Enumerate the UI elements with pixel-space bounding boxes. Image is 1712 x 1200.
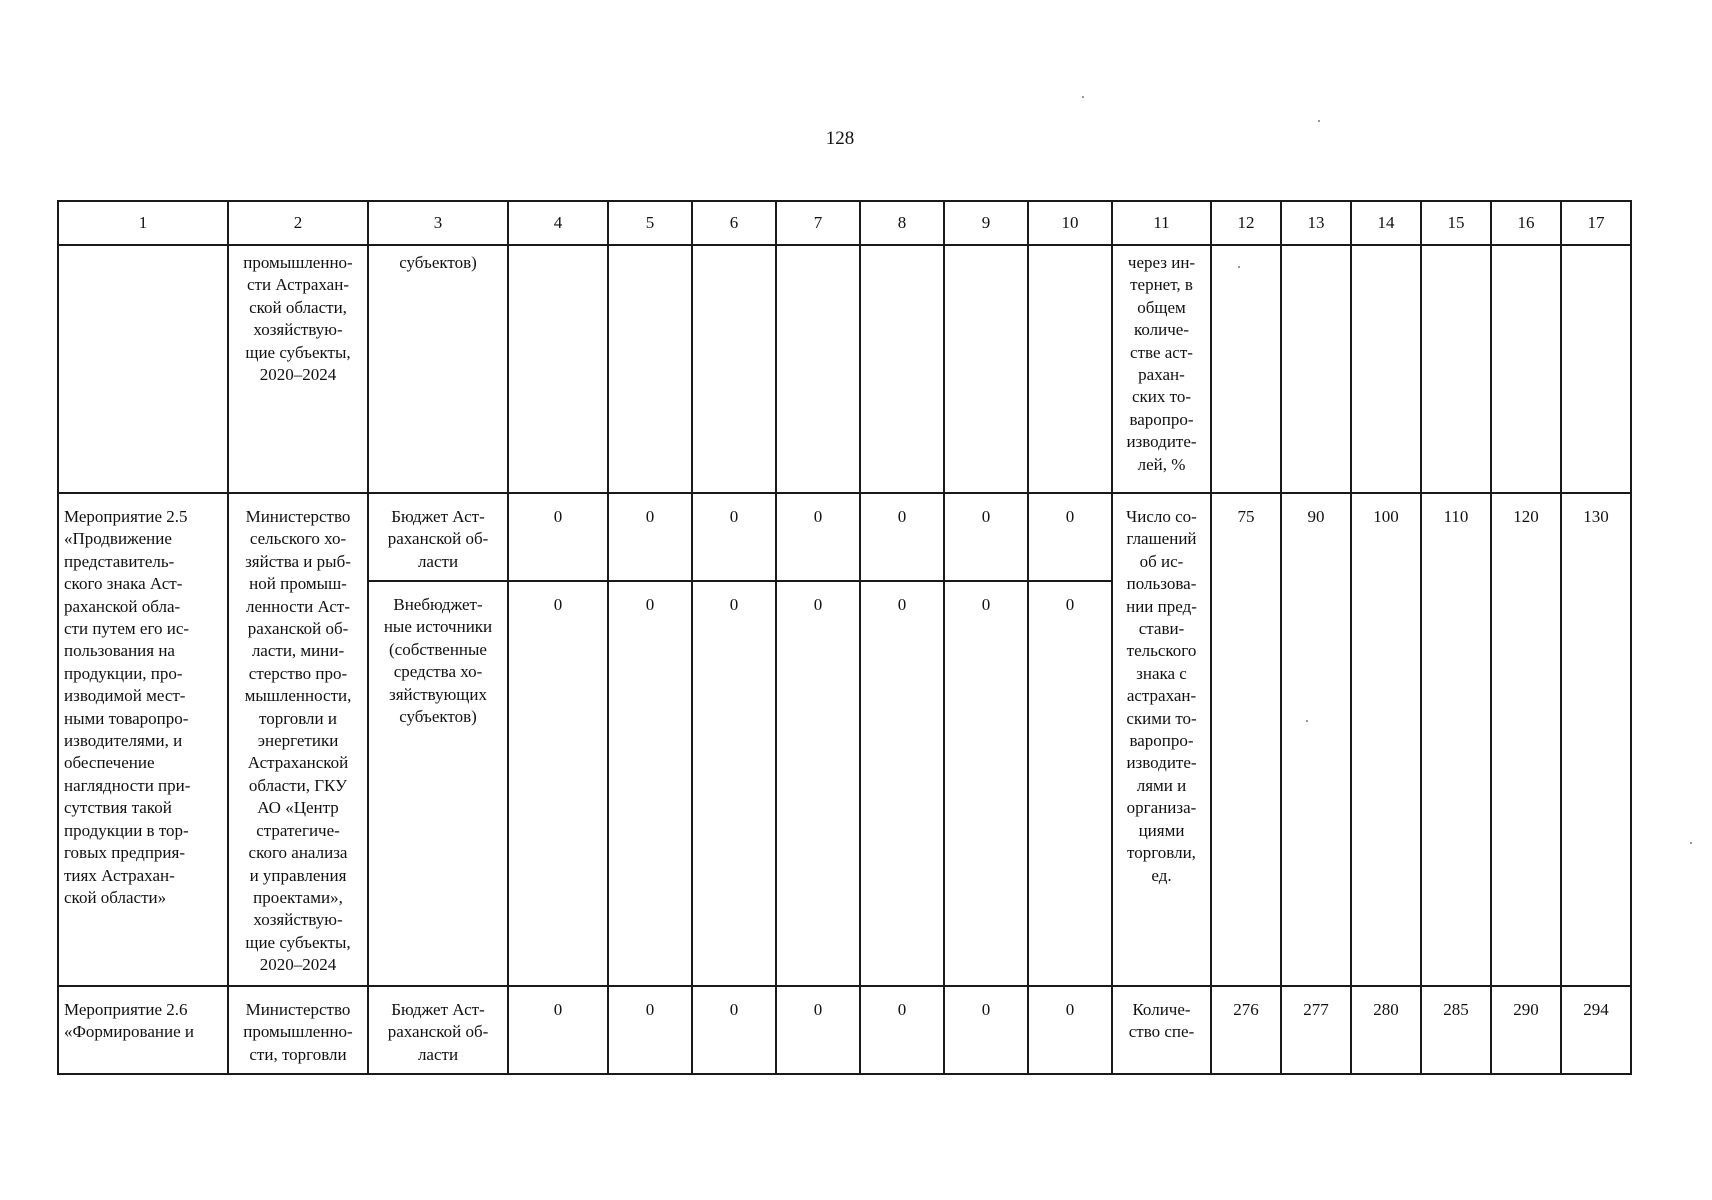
value-cell: 0: [776, 581, 860, 986]
event-cell: Мероприятие 2.6 «Формирование и: [58, 986, 228, 1074]
scan-speck: [1306, 720, 1308, 722]
col-number: 13: [1281, 201, 1351, 245]
indicator-cell: Количе- ство спе-: [1112, 986, 1211, 1074]
source-cell: Бюджет Аст- раханской об- ласти: [368, 986, 508, 1074]
executor-cell: Министерство промышленно- сти, торговли: [228, 986, 368, 1074]
col-number: 14: [1351, 201, 1421, 245]
value-cell: [860, 245, 944, 493]
target-cell: 276: [1211, 986, 1281, 1074]
value-cell: 0: [608, 986, 692, 1074]
target-cell: 130: [1561, 493, 1631, 986]
source-cell: Бюджет Аст- раханской об- ласти: [368, 493, 508, 581]
col-number: 16: [1491, 201, 1561, 245]
value-cell: 0: [1028, 493, 1112, 581]
event-cell: [58, 245, 228, 493]
scan-speck: [1082, 96, 1084, 98]
target-cell: 75: [1211, 493, 1281, 986]
target-cell: [1281, 245, 1351, 493]
col-number: 6: [692, 201, 776, 245]
col-number: 9: [944, 201, 1028, 245]
table-row-2-6: [58, 986, 1631, 1074]
value-cell: 0: [692, 986, 776, 1074]
program-table: [57, 200, 1632, 1075]
value-cell: 0: [860, 493, 944, 581]
col-number: 10: [1028, 201, 1112, 245]
value-cell: 0: [692, 493, 776, 581]
value-cell: [776, 245, 860, 493]
indicator-cell: Число со- глашений об ис- пользова- нии пред- стави- тельского знака с астрахан- скими то- варопро- изводите- лями и организа- циями торговли, ед.: [1112, 493, 1211, 986]
target-cell: 120: [1491, 493, 1561, 986]
target-cell: [1351, 245, 1421, 493]
target-cell: 100: [1351, 493, 1421, 986]
target-cell: 277: [1281, 986, 1351, 1074]
value-cell: 0: [944, 493, 1028, 581]
value-cell: 0: [1028, 581, 1112, 986]
col-number: 11: [1112, 201, 1211, 245]
col-number: 17: [1561, 201, 1631, 245]
value-cell: 0: [776, 493, 860, 581]
target-cell: [1421, 245, 1491, 493]
target-cell: 280: [1351, 986, 1421, 1074]
value-cell: 0: [860, 986, 944, 1074]
value-cell: 0: [608, 493, 692, 581]
col-number: 4: [508, 201, 608, 245]
target-cell: 294: [1561, 986, 1631, 1074]
table-row-continued: [58, 245, 1631, 493]
indicator-cell: через ин- тернет, в общем количе- стве аст- рахан- ских то- варопро- изводите- лей, %: [1112, 245, 1211, 493]
event-cell: Мероприятие 2.5 «Продвижение представитель- ского знака Аст- раханской обла- сти путем его ис- пользования на продукции, про- изводимой мест- ными товаропро- изводителями, и обеспечение наглядности при- сутствия такой продукции в тор- говых предприя- тиях Астрахан- ской области»: [58, 493, 228, 986]
target-cell: 110: [1421, 493, 1491, 986]
executor-cell: промышленно- сти Астрахан- ской области, хозяйствую- щие субъекты, 2020–2024: [228, 245, 368, 493]
scan-speck: [1690, 842, 1692, 844]
target-cell: 285: [1421, 986, 1491, 1074]
value-cell: 0: [944, 581, 1028, 986]
column-number-row: [58, 201, 1631, 245]
col-number: 1: [58, 201, 228, 245]
value-cell: 0: [1028, 986, 1112, 1074]
value-cell: [508, 245, 608, 493]
col-number: 5: [608, 201, 692, 245]
scan-speck: [1318, 120, 1320, 122]
value-cell: 0: [608, 581, 692, 986]
value-cell: 0: [508, 986, 608, 1074]
target-cell: [1491, 245, 1561, 493]
value-cell: 0: [776, 986, 860, 1074]
col-number: 8: [860, 201, 944, 245]
value-cell: [692, 245, 776, 493]
executor-cell: Министерство сельского хо- зяйства и рыб- ной промыш- ленности Аст- раханской об- ласти, мини- стерство про- мышленности, торговли и энергетики Астраханской области, ГКУ АО «Центр стратегиче- ского анализа и управления проектами», хозяйствую- щие субъекты, 2020–2024: [228, 493, 368, 986]
scan-speck: [1238, 266, 1240, 268]
page-number: 128: [825, 128, 855, 149]
col-number: 3: [368, 201, 508, 245]
col-number: 15: [1421, 201, 1491, 245]
target-cell: [1211, 245, 1281, 493]
target-cell: 290: [1491, 986, 1561, 1074]
value-cell: 0: [860, 581, 944, 986]
col-number: 12: [1211, 201, 1281, 245]
value-cell: 0: [508, 493, 608, 581]
table-row-2-5-budget: [58, 493, 1631, 581]
col-number: 7: [776, 201, 860, 245]
value-cell: 0: [944, 986, 1028, 1074]
value-cell: [608, 245, 692, 493]
target-cell: 90: [1281, 493, 1351, 986]
source-cell: Внебюджет- ные источники (собственные средства хо- зяйствующих субъектов): [368, 581, 508, 986]
target-cell: [1561, 245, 1631, 493]
value-cell: 0: [692, 581, 776, 986]
value-cell: [1028, 245, 1112, 493]
col-number: 2: [228, 201, 368, 245]
source-cell: субъектов): [368, 245, 508, 493]
value-cell: [944, 245, 1028, 493]
value-cell: 0: [508, 581, 608, 986]
